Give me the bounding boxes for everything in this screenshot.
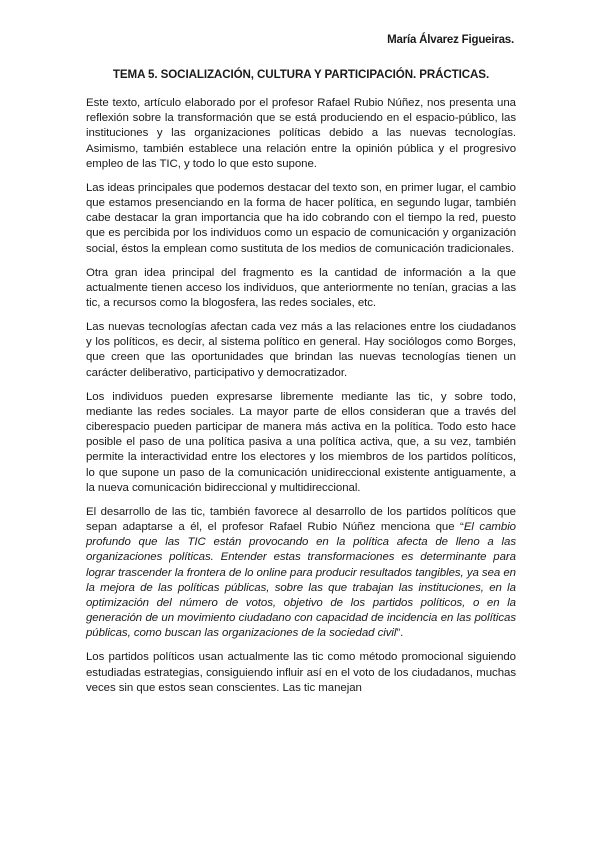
paragraph-individuals: Los individuos pueden expresarse libremente mediante las tic, y sobre todo, mediante las redes sociales. La mayor parte de ellos consideran que a través del ciberespacio pueden participar de manera más activa en la política. Todo esto hace posible el paso de una política pasiva a una política activa, que, a su vez, también permite la interactividad entre los electores y los miembros de los partidos políticos, lo que supone un paso de la comunicación unidireccional existente antiguamente, a la nueva comunicación bidireccional y multidireccional.	[86, 390, 516, 494]
paragraph-parties: Los partidos políticos usan actualmente las tic como método promocional siguiendo estudiadas estrategias, consiguiendo influir así en el voto de los ciudadanos, muchas veces sin que estos sean conscientes. Las tic manejan	[86, 651, 516, 694]
paragraph-technologies: Las nuevas tecnologías afectan cada vez más a las relaciones entre los ciudadanos y los políticos, es decir, al sistema político en general. Hay sociólogos como Borges, que creen que las oportunidades que brindan las nuevas tecnologías tienen un carácter deliberativo, participativo y democratizador.	[86, 321, 516, 379]
quote-trail: ”.	[396, 627, 404, 640]
paragraph-intro: Este texto, artículo elaborado por el profesor Rafael Rubio Núñez, nos presenta una reflexión sobre la transformación que se está produciendo en el espacio-público, las instituciones y las organizaciones políticas debido a las nuevas tecnologías. Asimismo, también establece una relación entre la opinión pública y el progresivo empleo de las TIC, y todo lo que esto supone.	[86, 97, 516, 170]
quote-lead: El desarrollo de las tic, también favorece al desarrollo de los partidos políticos que sepan adaptarse a él, el profesor Rafael Rubio Núñez menciona que “	[86, 505, 516, 534]
quote-text: El cambio profundo que las TIC están provocando en la política afecta de lleno a las organizaciones políticas. Entender estas transformaciones es determinante para lograr trascender la frontera de lo online para producir resultados tangibles, ya sea en la mejora de las políticas públicas, sobre las que trabajan las instituciones, en la optimización del número de votos, objetivo de los partidos políticos, o en la generación de un movimiento ciudadano con capacidad de incidencia en las políticas públicas, como buscan las organizaciones de la sociedad civil	[86, 521, 516, 640]
author-name: María Álvarez Figueiras.	[387, 34, 514, 46]
page-title: TEMA 5. SOCIALIZACIÓN, CULTURA Y PARTICIPACIÓN. PRÁCTICAS.	[112, 68, 490, 81]
document-body	[86, 96, 516, 705]
paragraph-quote	[86, 505, 516, 642]
paragraph-main-ideas: Las ideas principales que podemos destacar del texto son, en primer lugar, el cambio que estamos presenciando en la forma de hacer política, en segundo lugar, también cabe destacar la gran importancia que ha ido cobrando con el tiempo la red, puesto que es percibida por los individuos como un espacio de comunicación y organización social, éstos la emplean como sustituta de los medios de comunicación tradicionales.	[86, 181, 516, 255]
paragraph-information: Otra gran idea principal del fragmento es la cantidad de información a la que actualmente tienen acceso los individuos, que anteriormente no tenían, gracias a las tic, a recursos como la blogosfera, las redes sociales, etc.	[86, 266, 516, 310]
